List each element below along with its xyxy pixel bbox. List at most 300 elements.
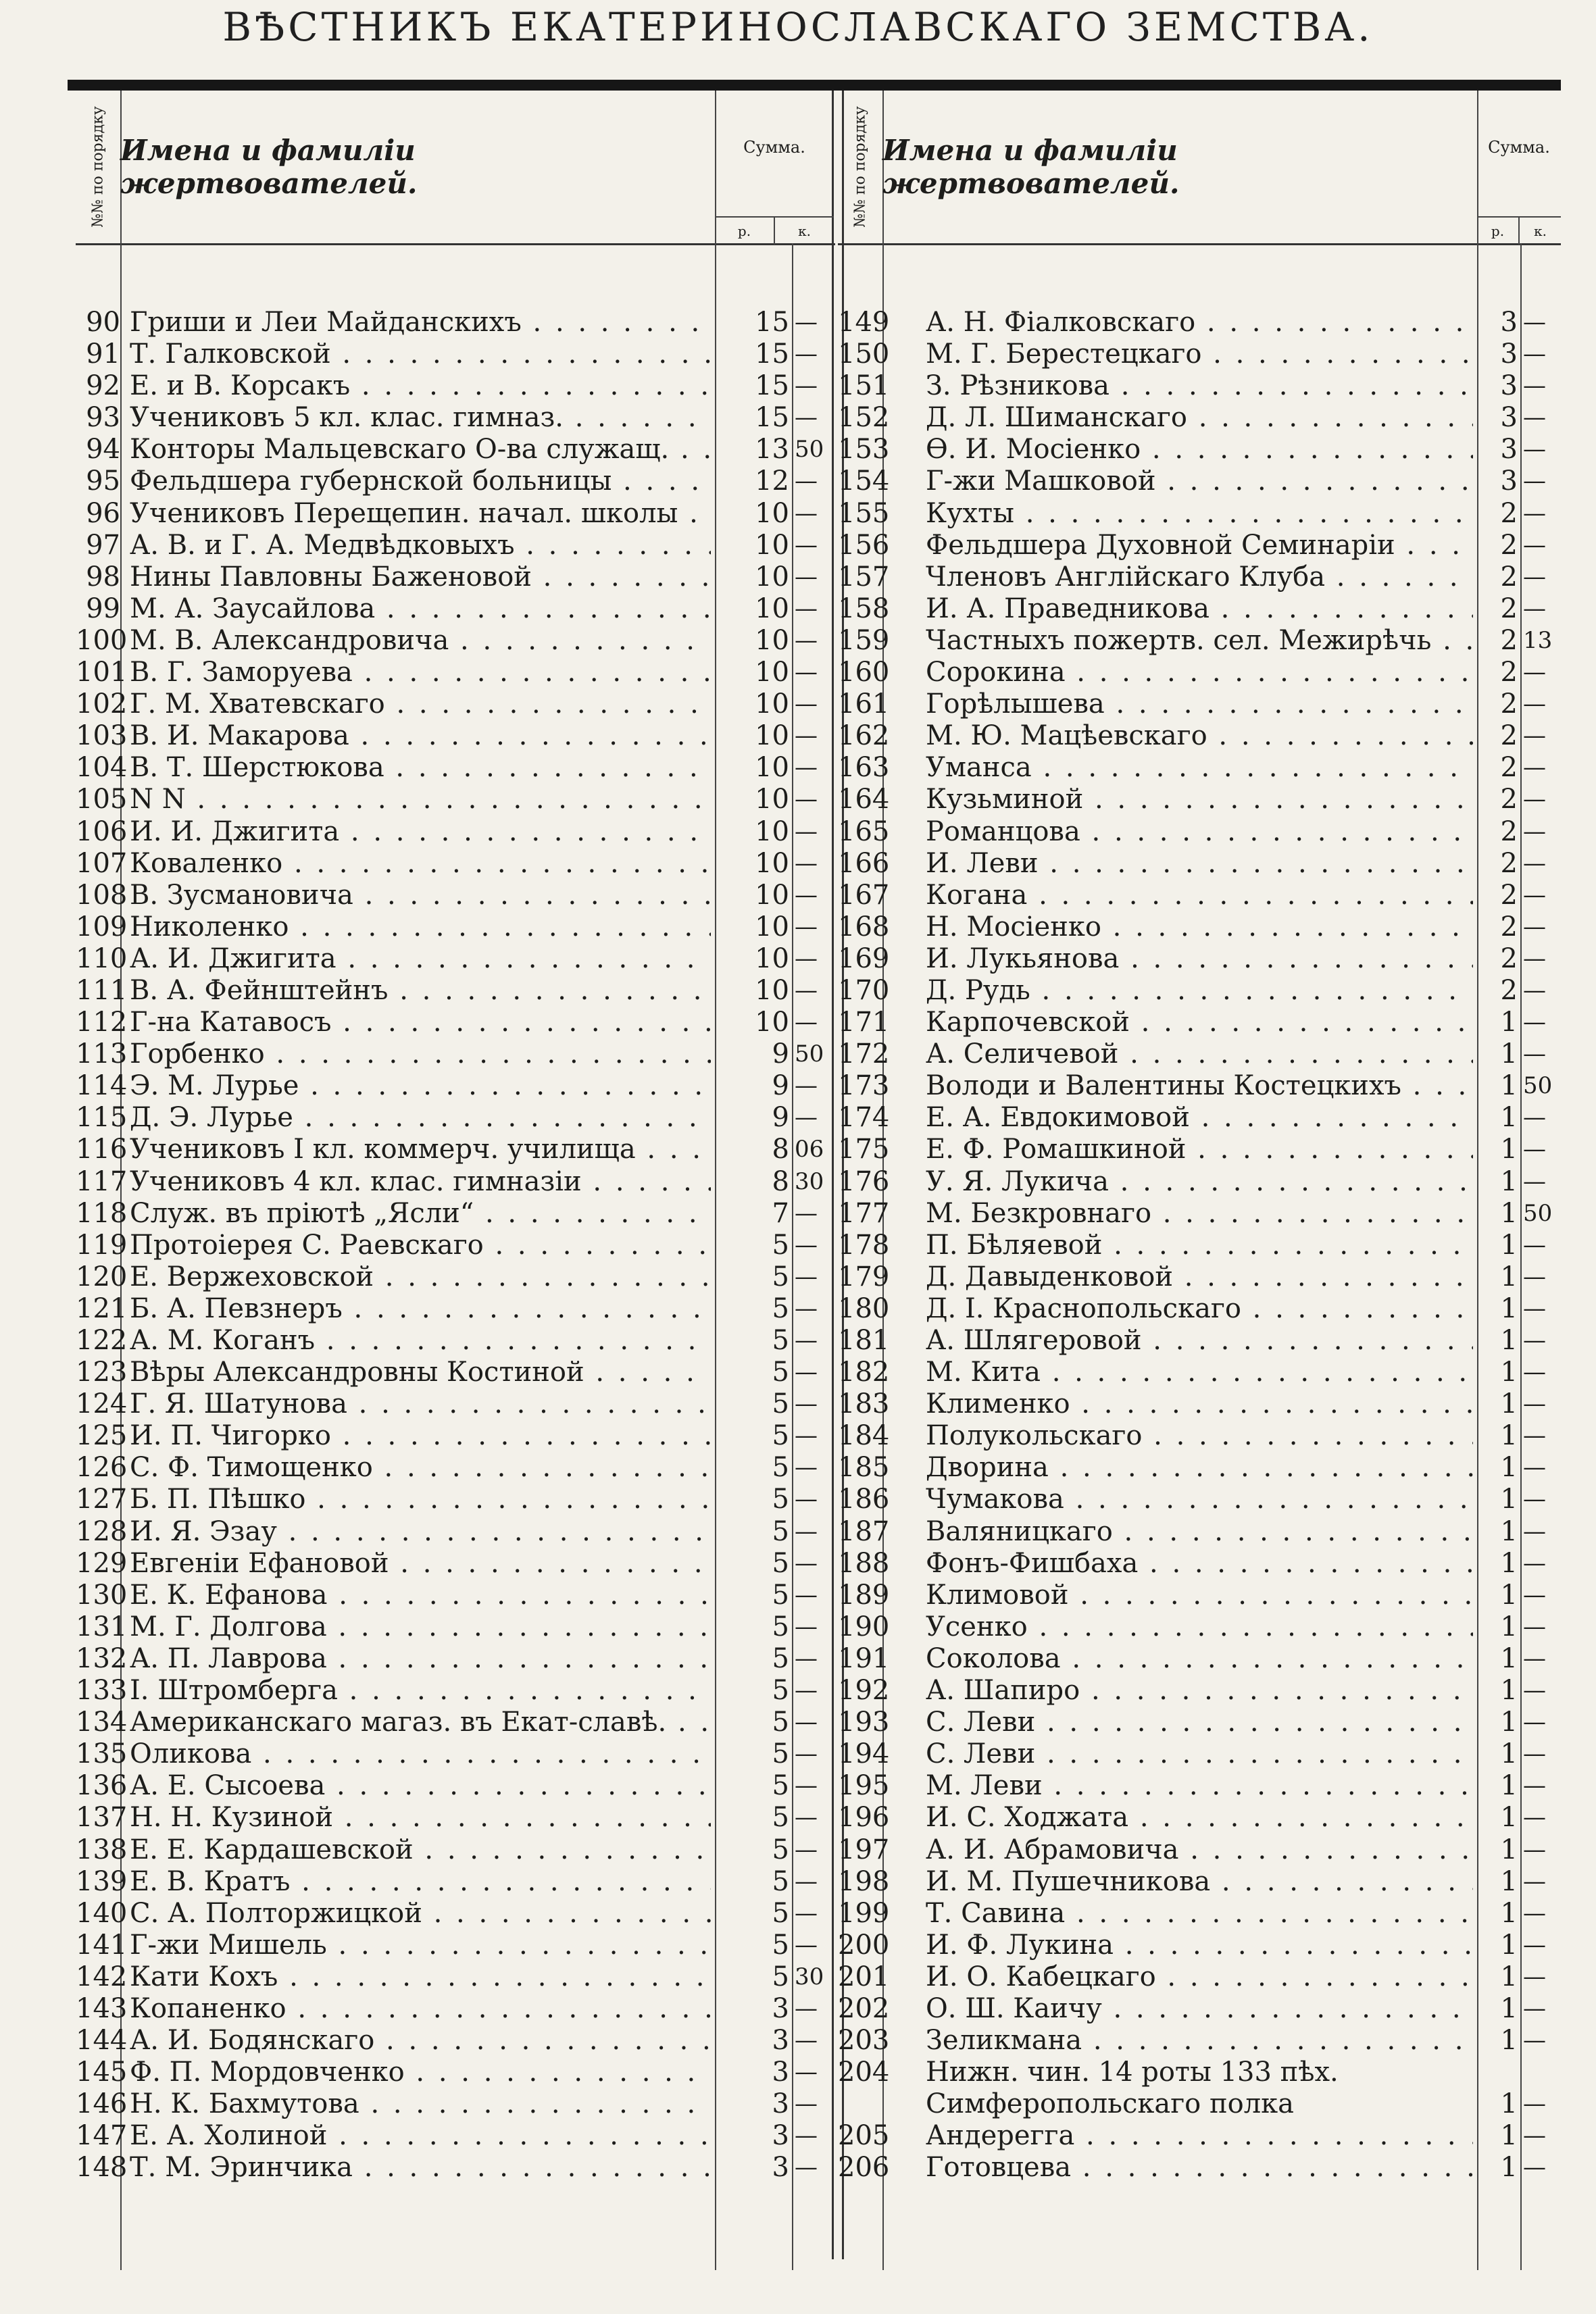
amount-rubles: 9 bbox=[772, 1070, 789, 1102]
amount-kopecks: — bbox=[795, 309, 818, 336]
amount-rubles: 10 bbox=[755, 847, 789, 879]
amount-kopecks: 06 bbox=[795, 1136, 824, 1163]
row-number: 203 bbox=[838, 2025, 890, 2057]
donor-name: З. Рѣзникова . . . bbox=[926, 370, 1473, 402]
donor-name: Андерегга . . . bbox=[926, 2120, 1473, 2152]
amount-kopecks: — bbox=[1523, 531, 1546, 559]
row-number: 163 bbox=[838, 752, 890, 784]
amount-rubles: 10 bbox=[755, 593, 789, 624]
table-header bbox=[76, 91, 835, 245]
row-number: 168 bbox=[838, 911, 890, 942]
amount-rubles: 5 bbox=[772, 1515, 789, 1547]
table-row bbox=[76, 625, 835, 657]
row-number: 205 bbox=[838, 2120, 890, 2152]
amount-rubles: 1 bbox=[1500, 1452, 1518, 1484]
donor-name: А. В. и Г. А. Медвѣдковыхъ . . . bbox=[130, 530, 711, 561]
amount-kopecks: — bbox=[795, 1327, 818, 1354]
table-row bbox=[838, 720, 1561, 752]
table-row bbox=[838, 593, 1561, 625]
amount-kopecks: — bbox=[795, 690, 818, 718]
donor-name: Гриши и Леи Майданскихъ . . . bbox=[130, 307, 711, 338]
row-number: 180 bbox=[838, 1292, 890, 1324]
row-number: 196 bbox=[838, 1802, 890, 1834]
table-row bbox=[76, 1738, 835, 1770]
donor-name: Е. А. Евдокимовой . . . bbox=[926, 1102, 1473, 1134]
amount-rubles: 5 bbox=[772, 1707, 789, 1738]
donor-name: Кузьминой . . . bbox=[926, 784, 1473, 815]
table-row bbox=[76, 561, 835, 593]
table-row bbox=[838, 1611, 1561, 1643]
amount-rubles: 1 bbox=[1500, 1038, 1518, 1070]
row-number: 116 bbox=[76, 1134, 128, 1165]
row-number: 198 bbox=[838, 1865, 890, 1897]
amount-kopecks: — bbox=[1523, 690, 1546, 718]
amount-rubles: 15 bbox=[755, 338, 789, 370]
donor-name: Володи и Валентины Костецкихъ . . . bbox=[926, 1070, 1473, 1102]
row-number: 202 bbox=[838, 1992, 890, 2024]
amount-rubles: 3 bbox=[1500, 338, 1518, 370]
donor-name: И. И. Джигита . . . bbox=[130, 816, 711, 848]
amount-kopecks: — bbox=[1523, 563, 1546, 590]
table-row bbox=[838, 1770, 1561, 1802]
donor-name: О. Ш. Каичу . . . bbox=[926, 1993, 1473, 2025]
amount-kopecks: — bbox=[795, 2090, 818, 2118]
amount-kopecks: — bbox=[795, 818, 818, 845]
donor-name: М. Кита . . . bbox=[926, 1357, 1473, 1388]
amount-kopecks: — bbox=[795, 754, 818, 782]
amount-rubles: 2 bbox=[1500, 879, 1518, 911]
row-number: 90 bbox=[86, 307, 120, 338]
donor-name: Нины Павловны Баженовой . . . bbox=[130, 561, 711, 593]
amount-kopecks: — bbox=[1523, 499, 1546, 527]
table-row bbox=[838, 1930, 1561, 1961]
donor-name: Е. Ф. Ромашкиной . . . bbox=[926, 1134, 1473, 1165]
amount-rubles: 1 bbox=[1500, 2120, 1518, 2152]
amount-kopecks: — bbox=[795, 786, 818, 813]
row-number: 173 bbox=[838, 1070, 890, 1102]
table-row bbox=[76, 1102, 835, 1134]
donor-name: Г. Я. Шатунова . . . bbox=[130, 1388, 711, 1420]
table-row bbox=[838, 1293, 1561, 1325]
amount-kopecks: — bbox=[1523, 945, 1546, 972]
donor-name: А. Шапиро . . . bbox=[926, 1675, 1473, 1707]
donor-name: Чумакова . . . bbox=[926, 1484, 1473, 1515]
amount-kopecks: — bbox=[1523, 1804, 1546, 1832]
row-number: 161 bbox=[838, 688, 890, 720]
table-row bbox=[76, 1580, 835, 1611]
amount-kopecks: — bbox=[1523, 2154, 1546, 2182]
donor-name: И. Леви . . . bbox=[926, 848, 1473, 880]
table-row bbox=[838, 2057, 1561, 2120]
amount-rubles: 10 bbox=[755, 657, 789, 688]
donor-name: Б. П. Пѣшко . . . bbox=[130, 1484, 711, 1515]
donor-name: А. П. Лаврова . . . bbox=[130, 1643, 711, 1675]
donor-name: Кати Кохъ . . . bbox=[130, 1961, 711, 1993]
row-number: 108 bbox=[76, 879, 128, 911]
table-row bbox=[838, 784, 1561, 815]
row-number: 141 bbox=[76, 1929, 128, 1961]
amount-kopecks: 50 bbox=[1523, 1199, 1553, 1227]
row-number: 197 bbox=[838, 1834, 890, 1865]
table-row bbox=[76, 657, 835, 688]
donor-name: М. В. Александровича . . . bbox=[130, 625, 711, 657]
donor-name: Валяницкаго . . . bbox=[926, 1516, 1473, 1548]
table-row bbox=[76, 1357, 835, 1388]
row-number: 160 bbox=[838, 657, 890, 688]
row-number: 120 bbox=[76, 1261, 128, 1292]
donor-name: С. Леви . . . bbox=[926, 1738, 1473, 1770]
amount-rubles: 2 bbox=[1500, 497, 1518, 529]
donor-name: Нижн. чин. 14 роты 133 пѣх. Симферопольскаго полка bbox=[926, 2057, 1339, 2120]
donor-name: Клименко . . . bbox=[926, 1388, 1473, 1420]
donor-name: М. А. Заусайлова . . . bbox=[130, 593, 711, 625]
table-row bbox=[76, 1961, 835, 1993]
row-number: 117 bbox=[76, 1165, 128, 1197]
amount-rubles: 2 bbox=[1500, 752, 1518, 784]
amount-rubles: 5 bbox=[772, 1484, 789, 1515]
amount-kopecks: — bbox=[1523, 2027, 1546, 2055]
amount-kopecks: — bbox=[1523, 372, 1546, 400]
donor-name: Фельдшера губернской больницы . . . bbox=[130, 466, 711, 497]
amount-kopecks: 30 bbox=[795, 1963, 824, 1990]
amount-rubles: 5 bbox=[772, 1802, 789, 1834]
amount-kopecks: — bbox=[795, 881, 818, 909]
amount-rubles: 5 bbox=[772, 1261, 789, 1292]
table-row bbox=[838, 2120, 1561, 2152]
donor-name: Т. М. Эринчика . . . bbox=[130, 2152, 711, 2184]
number-column-label: №№ по порядку bbox=[89, 106, 107, 228]
donor-name: И. М. Пушечникова . . . bbox=[926, 1866, 1473, 1898]
amount-rubles: 1 bbox=[1500, 1515, 1518, 1547]
amount-kopecks: — bbox=[1523, 404, 1546, 432]
amount-kopecks: — bbox=[795, 1104, 818, 1132]
table-row bbox=[76, 1643, 835, 1675]
row-number: 123 bbox=[76, 1357, 128, 1388]
table-row bbox=[838, 370, 1561, 402]
row-number: 100 bbox=[76, 624, 128, 656]
amount-rubles: 2 bbox=[1500, 847, 1518, 879]
table-row bbox=[838, 1134, 1561, 1165]
kop-label: к. bbox=[1534, 223, 1547, 239]
donor-name: Д. І. Краснопольскаго . . . bbox=[926, 1293, 1473, 1325]
table-row bbox=[838, 1516, 1561, 1548]
table-row bbox=[76, 2120, 835, 2152]
amount-kopecks: — bbox=[1523, 436, 1546, 463]
amount-kopecks: — bbox=[1523, 1740, 1546, 1768]
donor-name: С. А. Полторжицкой . . . bbox=[130, 1898, 711, 1930]
amount-rubles: 10 bbox=[755, 720, 789, 752]
amount-kopecks: — bbox=[1523, 849, 1546, 877]
donor-name: М. Леви . . . bbox=[926, 1770, 1473, 1802]
amount-rubles: 1 bbox=[1500, 1738, 1518, 1770]
table-row bbox=[76, 1293, 835, 1325]
amount-kopecks: — bbox=[795, 945, 818, 972]
donor-name: N N . . . bbox=[130, 784, 711, 815]
row-number: 119 bbox=[76, 1229, 128, 1261]
amount-rubles: 2 bbox=[1500, 593, 1518, 624]
row-number: 106 bbox=[76, 815, 128, 847]
amount-rubles: 1 bbox=[1500, 1261, 1518, 1292]
row-number: 112 bbox=[76, 1007, 128, 1038]
amount-kopecks: — bbox=[795, 1931, 818, 1959]
row-number: 194 bbox=[838, 1738, 890, 1770]
table-row bbox=[838, 1166, 1561, 1198]
amount-rubles: 1 bbox=[1500, 1770, 1518, 1802]
donor-name: Копаненко . . . bbox=[130, 1993, 711, 2025]
table-row bbox=[838, 1834, 1561, 1866]
row-number: 164 bbox=[838, 784, 890, 815]
amount-rubles: 3 bbox=[1500, 307, 1518, 338]
table-row bbox=[76, 1198, 835, 1230]
table-row bbox=[838, 2025, 1561, 2057]
donor-name: Б. А. Певзнеръ . . . bbox=[130, 1293, 711, 1325]
table-row bbox=[76, 466, 835, 497]
table-row bbox=[76, 1484, 835, 1515]
amount-rubles: 1 bbox=[1500, 1007, 1518, 1038]
amount-rubles: 1 bbox=[1500, 2088, 1518, 2120]
row-number: 187 bbox=[838, 1515, 890, 1547]
amount-kopecks: — bbox=[795, 1772, 818, 1800]
donor-name: Д. Давыденковой . . . bbox=[926, 1261, 1473, 1293]
row-number: 115 bbox=[76, 1102, 128, 1134]
donor-name: М. Г. Долгова . . . bbox=[130, 1611, 711, 1643]
table-row bbox=[76, 880, 835, 911]
table-row bbox=[76, 1166, 835, 1198]
amount-rubles: 3 bbox=[1500, 402, 1518, 434]
donor-name: В. Г. Заморуева . . . bbox=[130, 657, 711, 688]
table-row bbox=[76, 1388, 835, 1420]
amount-rubles: 5 bbox=[772, 1611, 789, 1642]
amount-rubles: 5 bbox=[772, 1675, 789, 1707]
row-number: 127 bbox=[76, 1484, 128, 1515]
row-number: 113 bbox=[76, 1038, 128, 1070]
amount-kopecks: — bbox=[795, 1899, 818, 1927]
amount-kopecks: — bbox=[1523, 1486, 1546, 1513]
amount-kopecks: — bbox=[795, 976, 818, 1004]
row-number: 181 bbox=[838, 1325, 890, 1356]
table-row bbox=[838, 338, 1561, 370]
table-row bbox=[76, 1898, 835, 1930]
table-row bbox=[76, 1866, 835, 1898]
amount-kopecks: — bbox=[1523, 1581, 1546, 1609]
row-number: 111 bbox=[76, 974, 128, 1006]
row-number: 143 bbox=[76, 1992, 128, 2024]
sum-label: Сумма. bbox=[743, 138, 805, 157]
left-rows bbox=[76, 307, 835, 2184]
right-rows bbox=[838, 307, 1561, 2184]
donor-name: Сорокина . . . bbox=[926, 657, 1473, 688]
amount-kopecks: — bbox=[1523, 818, 1546, 845]
table-row bbox=[76, 975, 835, 1007]
table-row bbox=[838, 816, 1561, 848]
row-number: 140 bbox=[76, 1897, 128, 1929]
amount-kopecks: — bbox=[795, 1454, 818, 1482]
amount-rubles: 2 bbox=[1500, 942, 1518, 974]
row-number: 97 bbox=[86, 529, 120, 561]
amount-rubles: 15 bbox=[755, 307, 789, 338]
donor-name: Протоіерея С. Раевскаго . . . bbox=[130, 1230, 711, 1261]
table-row bbox=[76, 1770, 835, 1802]
table-row bbox=[76, 1834, 835, 1866]
amount-rubles: 15 bbox=[755, 402, 789, 434]
table-row bbox=[76, 370, 835, 402]
donor-name: Конторы Мальцевскаго О-ва служащ. . . . bbox=[130, 434, 711, 466]
amount-rubles: 10 bbox=[755, 784, 789, 815]
donor-name: А. Н. Фіалковскаго . . . bbox=[926, 307, 1473, 338]
donor-name: П. Бѣляевой . . . bbox=[926, 1230, 1473, 1261]
donor-name: Н. Н. Кузиной . . . bbox=[130, 1802, 711, 1834]
amount-rubles: 8 bbox=[772, 1134, 789, 1165]
amount-kopecks: — bbox=[795, 1709, 818, 1736]
row-number: 129 bbox=[76, 1547, 128, 1579]
donor-name: И. П. Чигорко . . . bbox=[130, 1420, 711, 1452]
amount-kopecks: — bbox=[1523, 1899, 1546, 1927]
table-row bbox=[838, 1961, 1561, 1993]
amount-rubles: 5 bbox=[772, 1388, 789, 1420]
amount-kopecks: — bbox=[1523, 1517, 1546, 1545]
row-number: 178 bbox=[838, 1229, 890, 1261]
amount-rubles: 10 bbox=[755, 1007, 789, 1038]
table-row bbox=[76, 2152, 835, 2184]
donor-name: Е. В. Кратъ . . . bbox=[130, 1866, 711, 1898]
row-number: 153 bbox=[838, 434, 890, 466]
row-number: 193 bbox=[838, 1707, 890, 1738]
amount-rubles: 8 bbox=[772, 1165, 789, 1197]
table-row bbox=[76, 1325, 835, 1357]
donor-name: И. Ф. Лукина . . . bbox=[926, 1930, 1473, 1961]
row-number: 189 bbox=[838, 1579, 890, 1611]
amount-rubles: 1 bbox=[1500, 1197, 1518, 1229]
table-row bbox=[838, 1325, 1561, 1357]
table-row bbox=[838, 752, 1561, 784]
amount-kopecks: — bbox=[1523, 1454, 1546, 1482]
row-number: 192 bbox=[838, 1675, 890, 1707]
donor-name: Фельдшера Духовной Семинаріи . . . bbox=[926, 530, 1473, 561]
amount-rubles: 2 bbox=[1500, 624, 1518, 656]
amount-rubles: 1 bbox=[1500, 1547, 1518, 1579]
amount-rubles: 1 bbox=[1500, 1929, 1518, 1961]
amount-kopecks: — bbox=[795, 404, 818, 432]
donor-name: Г-жи Машковой . . . bbox=[926, 466, 1473, 497]
row-number: 99 bbox=[86, 593, 120, 624]
donor-name: Д. Рудь . . . bbox=[926, 975, 1473, 1007]
row-number: 107 bbox=[76, 847, 128, 879]
table-row bbox=[838, 1993, 1561, 2025]
amount-rubles: 15 bbox=[755, 370, 789, 402]
table-row bbox=[838, 848, 1561, 880]
amount-kopecks: — bbox=[1523, 1294, 1546, 1322]
row-number: 142 bbox=[76, 1961, 128, 1992]
donor-name: Фонъ-Фишбаха . . . bbox=[926, 1548, 1473, 1580]
amount-kopecks: — bbox=[1523, 309, 1546, 336]
donor-name: Николенко . . . bbox=[130, 911, 711, 943]
amount-kopecks: — bbox=[795, 1677, 818, 1705]
row-number: 159 bbox=[838, 624, 890, 656]
donor-name: Е. и В. Корсакъ . . . bbox=[130, 370, 711, 402]
amount-kopecks: — bbox=[1523, 1167, 1546, 1195]
row-number: 174 bbox=[838, 1102, 890, 1134]
donor-name: Дворина . . . bbox=[926, 1452, 1473, 1484]
row-number: 195 bbox=[838, 1770, 890, 1802]
row-number: 175 bbox=[838, 1134, 890, 1165]
table-row bbox=[76, 307, 835, 338]
donor-name: Э. М. Лурье . . . bbox=[130, 1070, 711, 1102]
row-number: 155 bbox=[838, 497, 890, 529]
row-number: 186 bbox=[838, 1484, 890, 1515]
amount-rubles: 1 bbox=[1500, 1707, 1518, 1738]
amount-rubles: 10 bbox=[755, 561, 789, 593]
table-row bbox=[76, 434, 835, 466]
table-row bbox=[838, 880, 1561, 911]
amount-kopecks: — bbox=[795, 341, 818, 368]
row-number: 126 bbox=[76, 1452, 128, 1484]
table-row bbox=[838, 1707, 1561, 1738]
row-number: 172 bbox=[838, 1038, 890, 1070]
amount-kopecks: — bbox=[795, 1390, 818, 1418]
amount-kopecks: — bbox=[1523, 2122, 1546, 2150]
table-row bbox=[76, 1070, 835, 1102]
amount-kopecks: — bbox=[1523, 1359, 1546, 1386]
row-number: 170 bbox=[838, 974, 890, 1006]
table-row bbox=[838, 1261, 1561, 1293]
amount-kopecks: — bbox=[795, 2154, 818, 2182]
row-number: 125 bbox=[76, 1420, 128, 1452]
table-row bbox=[76, 1452, 835, 1484]
amount-kopecks: — bbox=[795, 1359, 818, 1386]
donor-name: Учениковъ Перещепин. начал. школы . . . bbox=[130, 498, 711, 530]
row-number: 165 bbox=[838, 815, 890, 847]
amount-kopecks: — bbox=[1523, 1263, 1546, 1290]
table-row bbox=[838, 1738, 1561, 1770]
amount-kopecks: — bbox=[795, 1994, 818, 2022]
amount-rubles: 3 bbox=[772, 2088, 789, 2120]
amount-rubles: 5 bbox=[772, 1229, 789, 1261]
table-row bbox=[838, 561, 1561, 593]
donor-name: Членовъ Англійскаго Клуба . . . bbox=[926, 561, 1473, 593]
amount-kopecks: — bbox=[1523, 1549, 1546, 1577]
donor-name: Карпочевской . . . bbox=[926, 1007, 1473, 1038]
donor-name: Д. Э. Лурье . . . bbox=[130, 1102, 711, 1134]
amount-kopecks: — bbox=[1523, 1772, 1546, 1800]
amount-kopecks: — bbox=[1523, 1644, 1546, 1672]
donor-name: Учениковъ 5 кл. клас. гимназ. . . . bbox=[130, 402, 711, 434]
amount-rubles: 1 bbox=[1500, 1388, 1518, 1420]
kop-label: к. bbox=[798, 223, 811, 239]
table-header bbox=[838, 91, 1561, 245]
amount-kopecks: — bbox=[795, 1009, 818, 1036]
table-row bbox=[838, 1038, 1561, 1070]
table-row bbox=[76, 784, 835, 815]
donor-name: М. Г. Берестецкаго . . . bbox=[926, 338, 1473, 370]
amount-kopecks: — bbox=[795, 1740, 818, 1768]
amount-rubles: 12 bbox=[755, 466, 789, 497]
table-row bbox=[76, 1420, 835, 1452]
table-row bbox=[76, 1134, 835, 1165]
donor-name: А. Селичевой . . . bbox=[926, 1038, 1473, 1070]
row-number: 91 bbox=[86, 338, 120, 370]
left-table bbox=[76, 91, 835, 2273]
donor-name: Т. Савина . . . bbox=[926, 1898, 1473, 1930]
row-number: 166 bbox=[838, 847, 890, 879]
donor-name: Готовцева . . . bbox=[926, 2152, 1473, 2184]
donor-name: Когана . . . bbox=[926, 880, 1473, 911]
row-number: 105 bbox=[76, 784, 128, 815]
amount-kopecks: — bbox=[1523, 1613, 1546, 1640]
amount-rubles: 3 bbox=[772, 2057, 789, 2088]
amount-kopecks: — bbox=[795, 1644, 818, 1672]
amount-rubles: 1 bbox=[1500, 1420, 1518, 1452]
row-number: 185 bbox=[838, 1452, 890, 1484]
